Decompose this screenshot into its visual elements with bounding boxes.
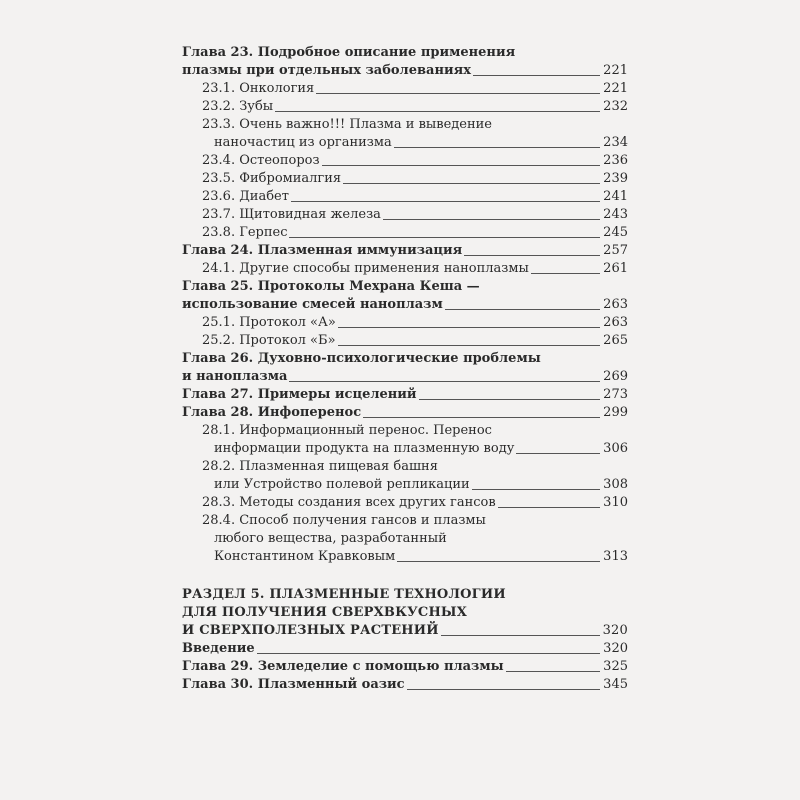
page-number: 345	[603, 677, 628, 692]
table-of-contents	[182, 44, 628, 694]
page-number: 261	[603, 261, 628, 276]
toc-entry-line: И СВЕРХПОЛЕЗНЫХ РАСТЕНИЙ	[182, 623, 439, 638]
leader-dots	[419, 399, 600, 400]
leader-dots	[407, 689, 600, 690]
toc-entry-title: Глава 30. Плазменный оазис	[182, 677, 405, 692]
leader-dots	[383, 219, 600, 220]
page-number: 243	[603, 207, 628, 222]
leader-dots	[316, 93, 600, 94]
leader-dots	[394, 147, 600, 148]
page-number: 299	[603, 405, 628, 420]
leader-dots	[516, 453, 600, 454]
toc-entry-section-5[interactable]	[182, 586, 628, 640]
toc-entry-23-6[interactable]	[182, 188, 628, 206]
page-number: 239	[603, 171, 628, 186]
toc-entry-title: 23.2. Зубы	[202, 99, 274, 114]
toc-entry-line: наночастиц из организма	[214, 135, 392, 150]
toc-entry-28-2[interactable]	[182, 458, 628, 494]
page-number: 320	[602, 623, 628, 638]
page-number: 257	[603, 243, 628, 258]
page-number: 320	[603, 641, 628, 656]
leader-dots	[322, 165, 600, 166]
toc-entry-line: Глава 26. Духовно-психологические проблемы	[182, 351, 541, 366]
leader-dots	[289, 237, 600, 238]
toc-entry-line: Глава 25. Протоколы Мехрана Кеша —	[182, 279, 480, 294]
leader-dots	[498, 507, 600, 508]
leader-dots	[506, 671, 600, 672]
leader-dots	[464, 255, 600, 256]
toc-entry-title: Глава 27. Примеры исцелений	[182, 387, 417, 402]
page-number: 310	[603, 495, 628, 510]
toc-entry-line: и наноплазма	[182, 369, 288, 384]
toc-entry-title: 23.8. Герпес	[202, 225, 288, 240]
leader-dots	[531, 273, 600, 274]
toc-entry-chapter-28[interactable]	[182, 404, 628, 422]
toc-entry-line: РАЗДЕЛ 5. ПЛАЗМЕННЫЕ ТЕХНОЛОГИИ	[182, 587, 506, 602]
toc-entry-title: Глава 28. Инфоперенос	[182, 405, 362, 420]
leader-dots	[445, 309, 600, 310]
toc-entry-line: 23.3. Очень важно!!! Плазма и выведение	[202, 117, 492, 132]
toc-entry-title: Введение	[182, 641, 255, 656]
toc-entry-chapter-27[interactable]	[182, 386, 628, 404]
toc-entry-23-3[interactable]	[182, 116, 628, 152]
toc-entry-28-4[interactable]	[182, 512, 628, 566]
toc-entry-chapter-24[interactable]	[182, 242, 628, 260]
toc-entry-line: плазмы при отдельных заболеваниях	[182, 63, 471, 78]
toc-entry-line: Глава 23. Подробное описание применения	[182, 45, 516, 60]
page-number: 308	[603, 477, 628, 492]
page-number: 263	[603, 297, 628, 312]
toc-entry-chapter-29[interactable]	[182, 658, 628, 676]
leader-dots	[289, 381, 600, 382]
leader-dots	[275, 111, 600, 112]
leader-dots	[473, 75, 600, 76]
leader-dots	[338, 345, 600, 346]
toc-entry-title: 23.4. Остеопороз	[202, 153, 320, 168]
page-number: 263	[603, 315, 628, 330]
toc-entry-25-1[interactable]	[182, 314, 628, 332]
toc-entry-line: 28.1. Информационный перенос. Перенос	[202, 423, 492, 438]
page-number: 236	[603, 153, 628, 168]
page-number: 313	[603, 549, 628, 564]
leader-dots	[291, 201, 600, 202]
toc-entry-title: 23.5. Фибромиалгия	[202, 171, 342, 186]
toc-entry-23-7[interactable]	[182, 206, 628, 224]
leader-dots	[472, 489, 600, 490]
toc-entry-title: 28.3. Методы создания всех других гансов	[202, 495, 496, 510]
page-number: 232	[603, 99, 628, 114]
toc-entry-chapter-26[interactable]	[182, 350, 628, 386]
toc-entry-28-3[interactable]	[182, 494, 628, 512]
page-number: 325	[603, 659, 628, 674]
toc-entry-line: любого вещества, разработанный	[214, 531, 447, 546]
toc-entry-25-2[interactable]	[182, 332, 628, 350]
page-number: 241	[603, 189, 628, 204]
leader-dots	[363, 417, 600, 418]
toc-entry-line: ДЛЯ ПОЛУЧЕНИЯ СВЕРХВКУСНЫХ	[182, 605, 468, 620]
page-number: 234	[603, 135, 628, 150]
toc-entry-23-1[interactable]	[182, 80, 628, 98]
page-number: 221	[603, 63, 628, 78]
toc-entry-line: информации продукта на плазменную воду	[214, 441, 515, 456]
page-number: 245	[603, 225, 628, 240]
page-number: 265	[603, 333, 628, 348]
leader-dots	[441, 635, 600, 636]
toc-entry-title: Глава 24. Плазменная иммунизация	[182, 243, 463, 258]
toc-entry-title: 23.6. Диабет	[202, 189, 289, 204]
toc-entry-introduction[interactable]	[182, 640, 628, 658]
toc-entry-title: Глава 29. Земледелие с помощью плазмы	[182, 659, 504, 674]
leader-dots	[397, 561, 600, 562]
toc-entry-24-1[interactable]	[182, 260, 628, 278]
leader-dots	[343, 183, 600, 184]
section-gap	[182, 566, 628, 586]
toc-entry-line: 28.2. Плазменная пищевая башня	[202, 459, 438, 474]
toc-entry-23-8[interactable]	[182, 224, 628, 242]
toc-entry-23-2[interactable]	[182, 98, 628, 116]
toc-entry-chapter-23[interactable]	[182, 44, 628, 80]
toc-entry-chapter-30[interactable]	[182, 676, 628, 694]
toc-entry-title: 24.1. Другие способы применения наноплазмы	[202, 261, 529, 276]
leader-dots	[257, 653, 600, 654]
page-number: 221	[603, 81, 628, 96]
toc-entry-title: 25.1. Протокол «А»	[202, 315, 336, 330]
leader-dots	[338, 327, 600, 328]
toc-entry-23-4[interactable]	[182, 152, 628, 170]
toc-entry-23-5[interactable]	[182, 170, 628, 188]
page-number: 269	[603, 369, 628, 384]
toc-entry-28-1[interactable]	[182, 422, 628, 458]
toc-entry-chapter-25[interactable]	[182, 278, 628, 314]
toc-entry-title: 25.2. Протокол «Б»	[202, 333, 336, 348]
toc-entry-line: использование смесей наноплазм	[182, 297, 443, 312]
toc-entry-line: или Устройство полевой репликации	[214, 477, 470, 492]
toc-entry-title: 23.7. Щитовидная железа	[202, 207, 381, 222]
page-number: 273	[603, 387, 628, 402]
toc-entry-line: Константином Кравковым	[214, 549, 396, 564]
toc-entry-line: 28.4. Способ получения гансов и плазмы	[202, 513, 486, 528]
page-number: 306	[603, 441, 628, 456]
toc-entry-title: 23.1. Онкология	[202, 81, 315, 96]
